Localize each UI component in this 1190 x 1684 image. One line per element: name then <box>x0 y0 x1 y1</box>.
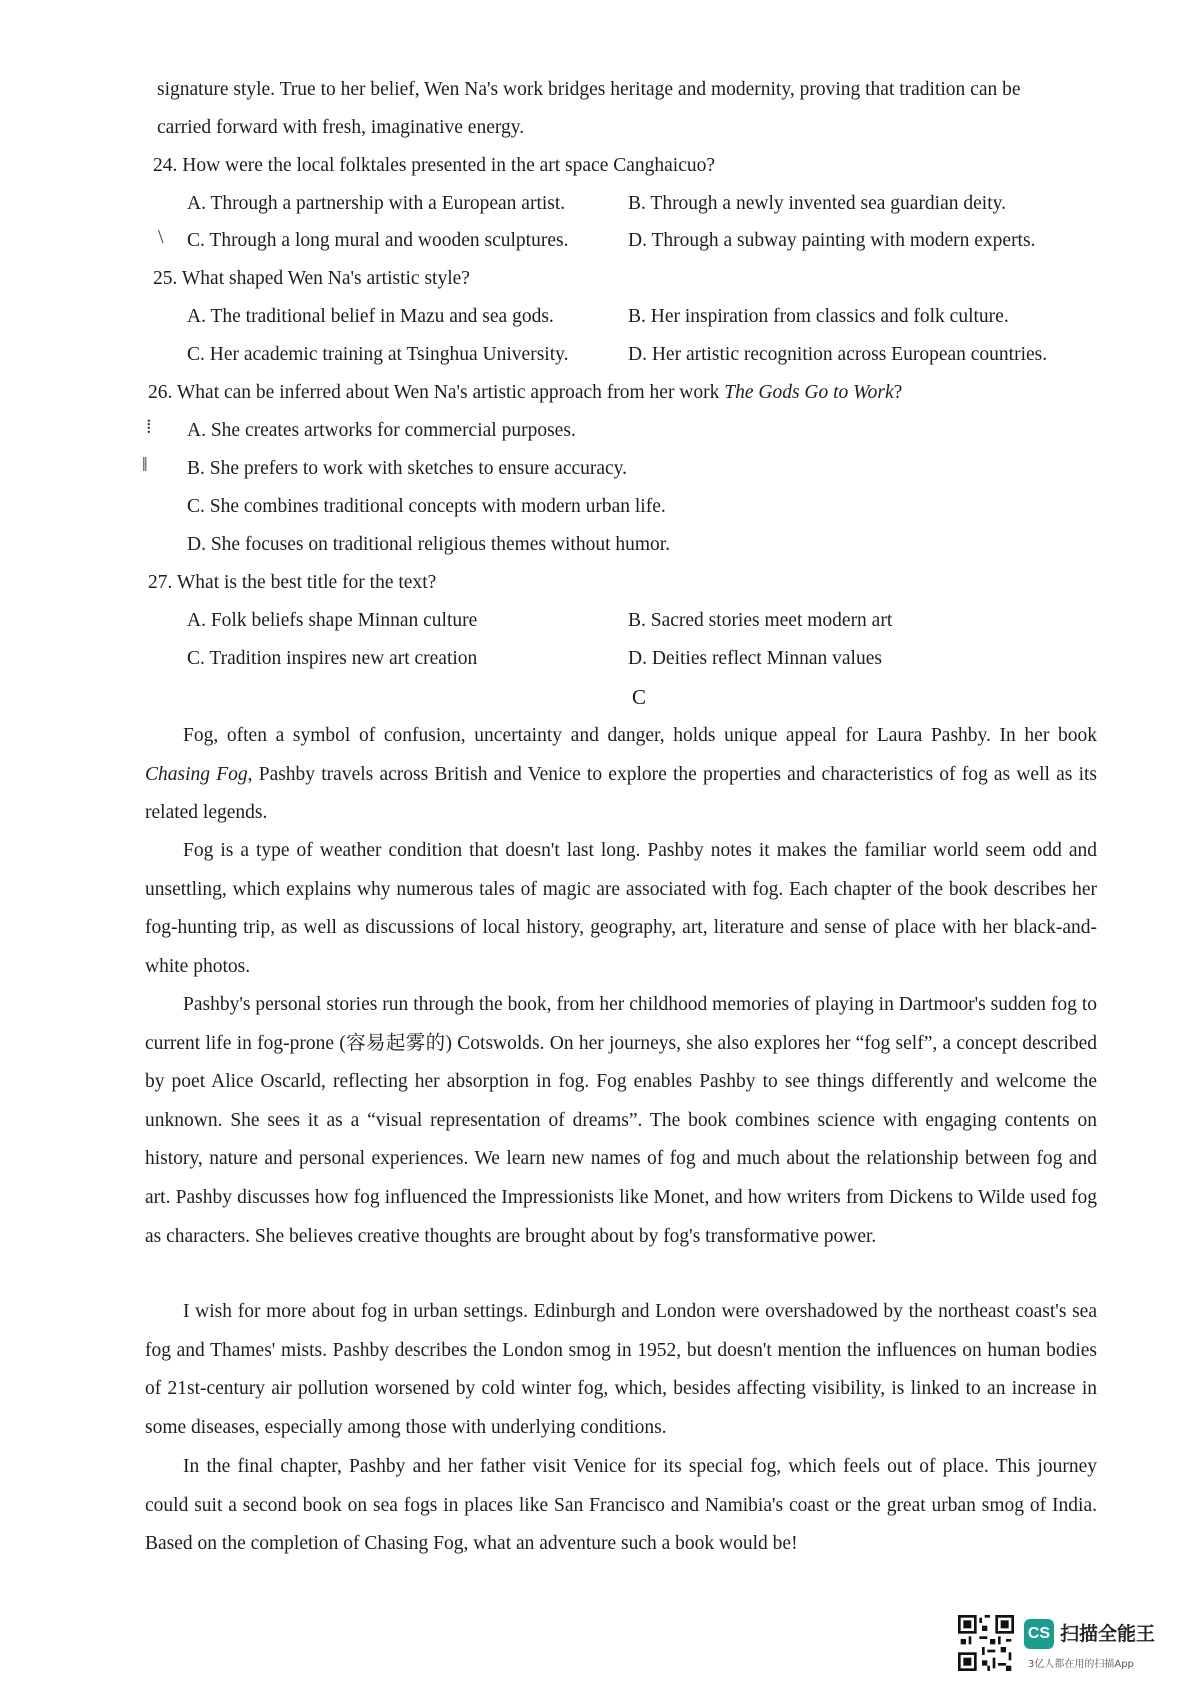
q25-option-d: D. Her artistic recognition across European countries. <box>628 344 1048 365</box>
question-24-stem: 24. How were the local folktales presented in the art space Canghaicuo? <box>153 155 716 176</box>
q24-option-a: A. Through a partnership with a European artist. <box>187 193 566 214</box>
passage-paragraph-5: In the final chapter, Pashby and her father visit Venice for its special fog, which feels out of place. This journey could suit a second book on sea fogs in places like San Francisco and Namibia's coast or the great urban smog of India. Based on the completion of Chasing Fog, what an adventure such a book would be! <box>145 1456 1097 1555</box>
q27-option-d: D. Deities reflect Minnan values <box>628 648 882 669</box>
pen-mark: ⁞ <box>146 416 152 438</box>
q24-option-d: D. Through a subway painting with modern experts. <box>628 230 1036 251</box>
q27-option-b: B. Sacred stories meet modern art <box>628 610 893 631</box>
question-27-stem: 27. What is the best title for the text? <box>148 572 437 593</box>
q26-stem-work-title: The Gods Go to Work <box>724 382 894 403</box>
question-26-stem <box>148 380 902 406</box>
q26-option-d: D. She focuses on traditional religious themes without humor. <box>187 534 671 555</box>
passage-paragraph-4: I wish for more about fog in urban settings. Edinburgh and London were overshadowed by the northeast coast's sea fog and Thames' mists. Pashby describes the London smog in 1952, but doesn't mention the influences on human bodies of 21st-century air pollution worsened by cold winter fog, which, besides affecting visibility, is linked to an increase in some diseases, especially among those with underlying conditions. <box>145 1301 1097 1438</box>
scanner-slogan: 3亿人都在用的扫描App <box>1028 1659 1134 1670</box>
p1-text-end: , Pashby travels across British and Venice to explore the properties and characteristics of fog as well as its related legends. <box>145 763 1097 824</box>
q26-option-c: C. She combines traditional concepts with modern urban life. <box>187 496 666 517</box>
q25-option-b: B. Her inspiration from classics and folk culture. <box>628 306 1009 327</box>
qr-code-icon <box>958 1615 1014 1671</box>
intro-tail-line-1: signature style. True to her belief, Wen Na's work bridges heritage and modernity, proving that tradition can be <box>157 79 1021 100</box>
q24-option-c: C. Through a long mural and wooden sculptures. <box>187 230 569 251</box>
q26-stem-text: 26. What can be inferred about Wen Na's artistic approach from her work <box>148 382 725 403</box>
scanner-watermark <box>958 1615 1178 1675</box>
question-25-stem: 25. What shaped Wen Na's artistic style? <box>153 268 470 289</box>
pen-mark: ǁ <box>142 454 148 476</box>
q24-option-b: B. Through a newly invented sea guardian deity. <box>628 193 1006 214</box>
p1-book-title: Chasing Fog <box>145 763 248 785</box>
camscanner-logo: CS <box>1024 1619 1054 1649</box>
scanner-brand-name: 扫描全能王 <box>1060 1623 1156 1645</box>
q26-option-b: B. She prefers to work with sketches to ensure accuracy. <box>187 458 628 479</box>
section-letter: C <box>632 685 647 709</box>
passage-paragraph-3: Pashby's personal stories run through the book, from her childhood memories of playing in Dartmoor's sudden fog to current life in fog-prone (容易起雾的) Cotswolds. On her journeys, she also explores her “fog self”, a concept described by poet Alice Oscarld, reflecting her absorption in fog. Fog enables Pashby to see things differently and welcome the unknown. She sees it as a “visual representation of dreams”. The book combines science with engaging contents on history, nature and personal experiences. We learn new names of fog and much about the relationship between fog and art. Pashby discusses how fog influenced the Impressionists like Monet, and how writers from Dickens to Wilde used fog as characters. She believes creative thoughts are brought about by fog's transformative power. <box>145 994 1097 1247</box>
intro-tail-line-2: carried forward with fresh, imaginative energy. <box>157 117 525 138</box>
pen-mark: \ <box>158 226 164 248</box>
q26-option-a: A. She creates artworks for commercial purposes. <box>187 420 576 441</box>
q25-option-a: A. The traditional belief in Mazu and sea gods. <box>187 306 554 327</box>
q27-option-a: A. Folk beliefs shape Minnan culture <box>187 610 478 631</box>
q26-stem-end: ? <box>893 382 903 403</box>
passage-paragraph-1 <box>145 717 1097 833</box>
q27-option-c: C. Tradition inspires new art creation <box>187 648 478 669</box>
p1-text: Fog, often a symbol of confusion, uncertainty and danger, holds unique appeal for Laura Pashby. In her book <box>183 725 1097 746</box>
passage-paragraph-2: Fog is a type of weather condition that doesn't last long. Pashby notes it makes the familiar world seem odd and unsettling, which explains why numerous tales of magic are associated with fog. Each chapter of the book describes her fog-hunting trip, as well as discussions of local history, geography, art, literature and sense of place with her black-and-white photos. <box>145 840 1097 977</box>
q25-option-c: C. Her academic training at Tsinghua University. <box>187 344 569 365</box>
